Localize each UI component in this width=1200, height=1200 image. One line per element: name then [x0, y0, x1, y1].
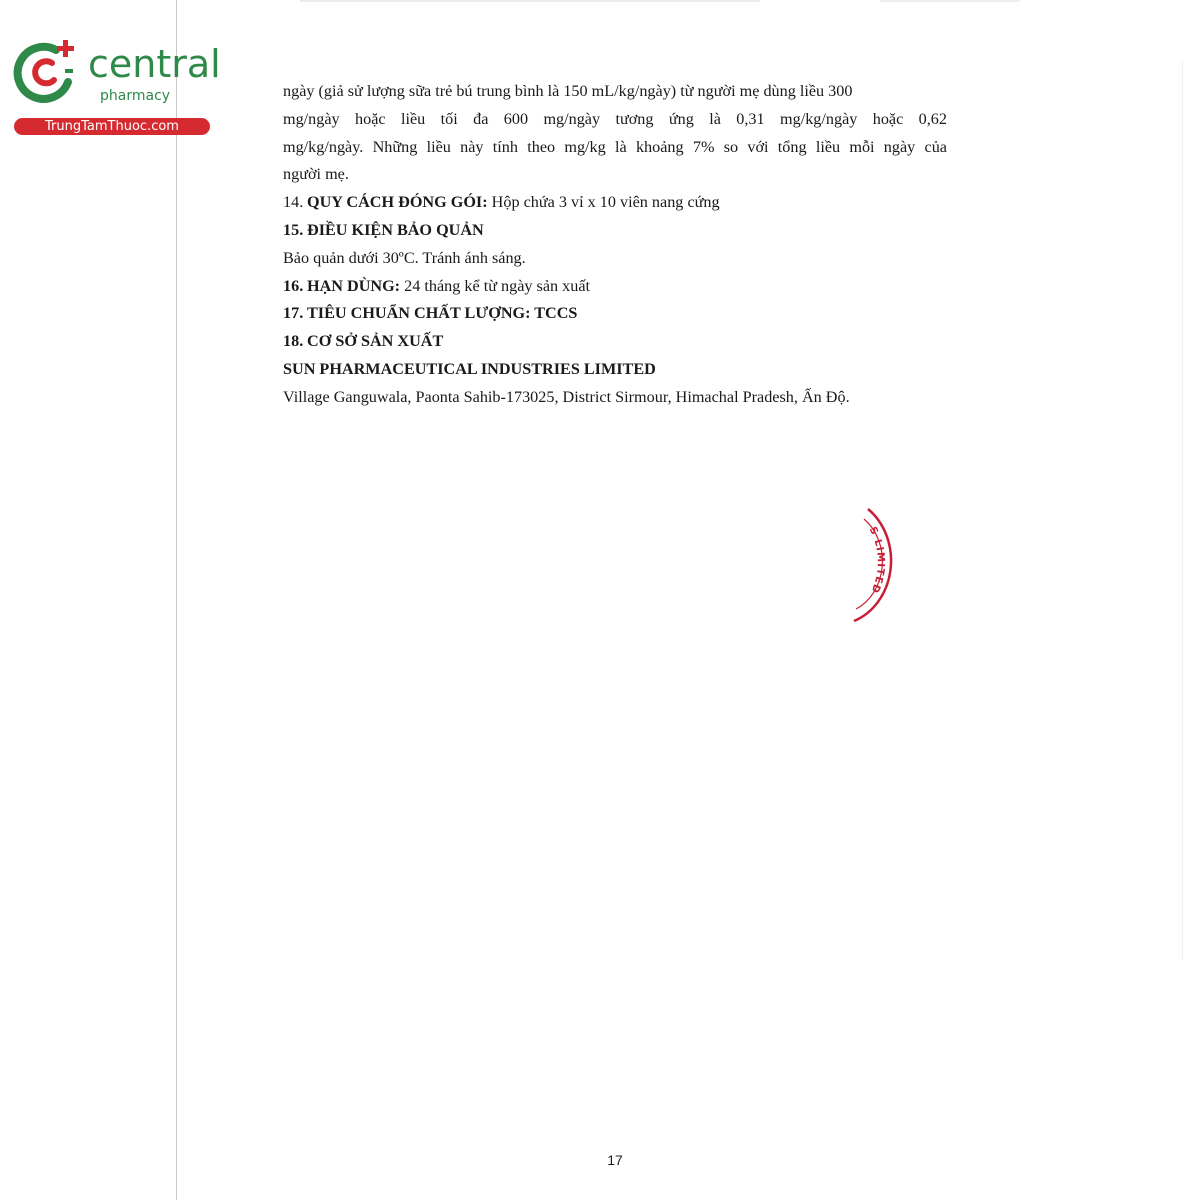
logo-site-banner: TrungTamThuoc.com	[14, 118, 210, 135]
section-18	[283, 328, 947, 356]
scan-edge-right	[1182, 60, 1183, 960]
section-title: QUY CÁCH ĐÓNG GÓI:	[307, 193, 488, 212]
section-title: HẠN DÙNG:	[307, 276, 401, 295]
manufacturer-name: SUN PHARMACEUTICAL INDUSTRIES LIMITED	[283, 359, 656, 378]
paragraph-line: ngày (giả sử lượng sữa trẻ bú trung bình là 150 mL/kg/ngày) từ người mẹ dùng liều 300	[283, 82, 853, 100]
section-number: 18.	[283, 332, 304, 351]
section-title: TIÊU CHUẨN CHẤT LƯỢNG: TCCS	[307, 304, 578, 323]
pharmacy-cross-logo-icon	[10, 36, 82, 108]
scan-edge-top	[300, 0, 760, 2]
section-number: 16.	[283, 276, 304, 295]
scan-edge-top-right	[880, 0, 1020, 2]
section-number: 15.	[283, 220, 304, 239]
document-body	[283, 78, 947, 412]
page-number: 17	[607, 1152, 623, 1168]
paragraph-line: mg/kg/ngày. Những liều này tính theo mg/kg là khoảng 7% so với tổng liều mỗi ngày của	[283, 137, 947, 156]
company-stamp-icon	[820, 505, 910, 630]
central-pharmacy-logo	[10, 36, 221, 136]
section-16	[283, 273, 947, 301]
section-text: Hộp chứa 3 vỉ x 10 viên nang cứng	[487, 193, 720, 212]
section-15	[283, 217, 947, 245]
section-text: 24 tháng kể từ ngày sản xuất	[400, 276, 591, 295]
section-text: Bảo quản dưới 30ºC. Tránh ánh sáng.	[283, 248, 526, 267]
logo-subtitle: pharmacy	[100, 88, 171, 104]
svg-text:S LIMITED	[867, 525, 886, 595]
logo-wordmark: central	[88, 42, 221, 86]
paragraph-line: người mẹ.	[283, 165, 349, 184]
section-title: CƠ SỞ SẢN XUẤT	[307, 332, 444, 351]
manufacturer-address: Village Ganguwala, Paonta Sahib-173025, District Sirmour, Himachal Pradesh, Ấn Độ.	[283, 387, 850, 406]
section-number: 14.	[283, 193, 304, 212]
scan-edge-left	[176, 0, 177, 1200]
stamp-text: S LIMITED	[866, 525, 887, 596]
paragraph-line: mg/ngày hoặc liều tối đa 600 mg/ngày tương ứng là 0,31 mg/kg/ngày hoặc 0,62	[283, 109, 947, 128]
section-title: ĐIỀU KIỆN BẢO QUẢN	[307, 220, 484, 239]
section-14	[283, 189, 947, 217]
section-number: 17.	[283, 304, 304, 323]
section-17	[283, 300, 947, 328]
